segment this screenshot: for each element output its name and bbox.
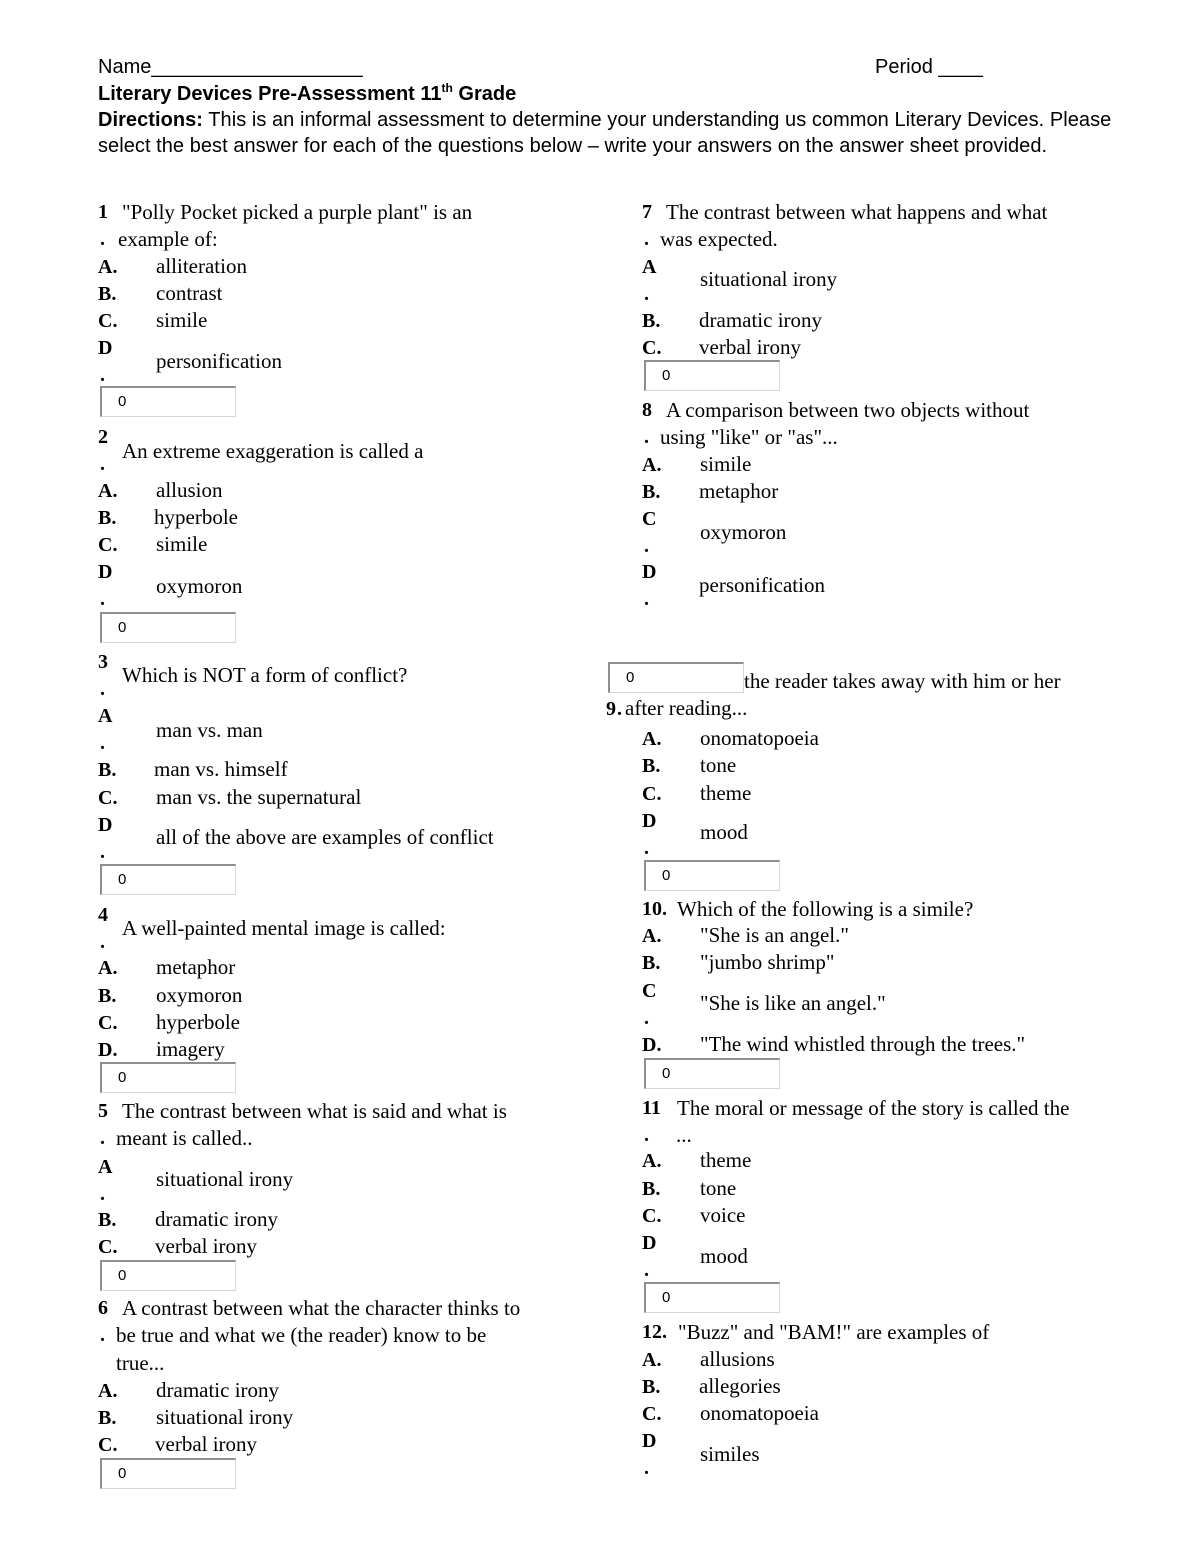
option-text: situational irony xyxy=(156,1405,294,1429)
option-letter-dot: . xyxy=(644,588,649,610)
option-letter-dot: . xyxy=(644,283,649,305)
directions xyxy=(98,107,1118,159)
answer-input[interactable]: 0 xyxy=(100,612,236,643)
question-text-line: Which is NOT a form of conflict? xyxy=(122,663,408,687)
option-letter: C. xyxy=(642,1205,662,1227)
option-letter-dot: . xyxy=(644,1007,649,1029)
title-tail: Grade xyxy=(452,83,517,105)
question-number: 1 xyxy=(98,201,108,223)
option-text: personification xyxy=(156,349,282,373)
question-text-line: the reader takes away with him or her xyxy=(744,669,1061,693)
option-text: allegories xyxy=(699,1374,781,1398)
option-text: verbal irony xyxy=(699,335,802,359)
option-letter: C. xyxy=(642,337,662,359)
option-letter: B. xyxy=(98,1209,117,1231)
question-text-line: using "like" or "as"... xyxy=(660,425,838,449)
option-letter-dot: . xyxy=(644,535,649,557)
option-text: dramatic irony xyxy=(156,1378,280,1402)
page-title xyxy=(98,83,516,106)
option-text: tone xyxy=(700,753,737,777)
option-text: dramatic irony xyxy=(699,308,823,332)
answer-input[interactable]: 0 xyxy=(644,1058,780,1089)
option-text: simile xyxy=(156,532,208,556)
option-text: allusions xyxy=(700,1347,775,1371)
title-superscript: th xyxy=(441,81,453,95)
directions-text: This is an informal assessment to determine your understanding us common Literary Devices. Please select the best answer for each of the questions below – write your answers on the answer sheet provided. xyxy=(98,109,1112,157)
option-letter: B. xyxy=(642,481,661,503)
option-text: hyperbole xyxy=(154,505,238,529)
option-text: onomatopoeia xyxy=(700,1401,819,1425)
option-letter: B. xyxy=(642,1376,661,1398)
option-text: man vs. man xyxy=(156,718,263,742)
option-text: allusion xyxy=(156,478,223,502)
option-letter: A. xyxy=(98,480,118,502)
option-letter: C xyxy=(642,980,657,1002)
question-text-line: example of: xyxy=(118,227,218,251)
option-letter: A xyxy=(642,256,657,278)
question-number: 4 xyxy=(98,904,108,926)
option-text: "She is like an angel." xyxy=(700,991,886,1015)
option-letter: B. xyxy=(642,1178,661,1200)
question-number-dot: . xyxy=(644,228,649,250)
option-text: all of the above are examples of conflict xyxy=(156,825,494,849)
option-letter-dot: . xyxy=(644,837,649,859)
directions-label: Directions: xyxy=(98,109,204,131)
option-letter: B. xyxy=(98,985,117,1007)
question-number: 7 xyxy=(642,201,652,223)
option-letter-dot: . xyxy=(100,732,105,754)
question-number-dot: . xyxy=(617,698,622,720)
question-text-line: The contrast between what happens and what xyxy=(666,200,1048,224)
answer-input[interactable]: 0 xyxy=(644,860,780,891)
option-letter: B. xyxy=(98,759,117,781)
option-letter: C. xyxy=(98,1434,118,1456)
question-number: 12. xyxy=(642,1321,667,1343)
answer-input[interactable]: 0 xyxy=(100,1260,236,1291)
question-text-line: after reading... xyxy=(625,696,748,720)
option-text: theme xyxy=(700,1148,752,1172)
option-text: simile xyxy=(156,308,208,332)
option-letter: C. xyxy=(98,534,118,556)
answer-input[interactable]: 0 xyxy=(644,360,780,391)
option-text: situational irony xyxy=(156,1167,294,1191)
option-text: theme xyxy=(700,781,752,805)
option-letter-dot: . xyxy=(100,588,105,610)
option-letter: D xyxy=(98,337,113,359)
option-letter: B. xyxy=(98,283,117,305)
answer-input[interactable]: 0 xyxy=(100,386,236,417)
option-letter: C. xyxy=(642,783,662,805)
option-letter: A. xyxy=(642,454,662,476)
option-letter: B. xyxy=(642,952,661,974)
question-number-dot: . xyxy=(100,453,105,475)
option-letter: C. xyxy=(642,1403,662,1425)
question-number: 3 xyxy=(98,651,108,673)
option-letter-dot: . xyxy=(100,841,105,863)
option-text: verbal irony xyxy=(155,1234,258,1258)
question-text-line: "Buzz" and "BAM!" are examples of xyxy=(678,1320,990,1344)
question-text-line: Which of the following is a simile? xyxy=(677,897,974,921)
option-letter: C. xyxy=(98,787,118,809)
option-text: mood xyxy=(700,820,748,844)
question-number-dot: . xyxy=(100,678,105,700)
option-text: verbal irony xyxy=(155,1432,258,1456)
question-text-line: The contrast between what is said and what is xyxy=(122,1099,507,1123)
question-text-line: A comparison between two objects without xyxy=(666,398,1030,422)
question-number-dot: . xyxy=(100,931,105,953)
option-text: situational irony xyxy=(700,267,838,291)
option-letter: A xyxy=(98,705,113,727)
option-text: personification xyxy=(699,573,825,597)
question-number: 11 xyxy=(642,1097,661,1119)
option-letter: B. xyxy=(642,755,661,777)
option-letter: C xyxy=(642,508,657,530)
option-letter: B. xyxy=(98,507,117,529)
question-number-dot: . xyxy=(100,1127,105,1149)
option-text: similes xyxy=(700,1442,760,1466)
question-text-line: be true and what we (the reader) know to be xyxy=(116,1323,487,1347)
answer-input[interactable]: 0 xyxy=(100,864,236,895)
answer-input[interactable]: 0 xyxy=(100,1458,236,1489)
option-letter: C. xyxy=(98,1236,118,1258)
option-text: man vs. the supernatural xyxy=(156,785,362,809)
answer-input[interactable]: 0 xyxy=(608,662,744,693)
question-number: 5 xyxy=(98,1100,108,1122)
period-field-label: Period ____ xyxy=(875,56,983,78)
option-text: dramatic irony xyxy=(155,1207,279,1231)
question-text-line: An extreme exaggeration is called a xyxy=(122,439,424,463)
option-text: oxymoron xyxy=(156,983,243,1007)
option-text: "jumbo shrimp" xyxy=(700,950,835,974)
option-letter: D. xyxy=(98,1039,118,1061)
option-text: "She is an angel." xyxy=(700,923,849,947)
option-letter: A. xyxy=(98,1380,118,1402)
option-letter: A xyxy=(98,1156,113,1178)
option-text: onomatopoeia xyxy=(700,726,819,750)
question-number: 8 xyxy=(642,399,652,421)
option-text: voice xyxy=(700,1203,746,1227)
option-letter: A. xyxy=(642,1150,662,1172)
question-number-dot: . xyxy=(100,228,105,250)
option-text: tone xyxy=(700,1176,737,1200)
question-number: 6 xyxy=(98,1297,108,1319)
answer-input[interactable]: 0 xyxy=(100,1062,236,1093)
question-text-line: A contrast between what the character thinks to xyxy=(122,1296,521,1320)
option-text: metaphor xyxy=(699,479,779,503)
option-text: simile xyxy=(700,452,752,476)
option-letter: D xyxy=(642,561,657,583)
option-text: man vs. himself xyxy=(154,757,288,781)
answer-input[interactable]: 0 xyxy=(644,1282,780,1313)
option-letter-dot: . xyxy=(644,1457,649,1479)
option-text: oxymoron xyxy=(700,520,787,544)
question-number-dot: . xyxy=(644,1124,649,1146)
question-text-line: "Polly Pocket picked a purple plant" is an xyxy=(122,200,473,224)
option-letter: B. xyxy=(642,310,661,332)
option-letter: D xyxy=(98,561,113,583)
question-number-dot: . xyxy=(100,1324,105,1346)
question-number: 10. xyxy=(642,898,667,920)
option-letter: C. xyxy=(98,310,118,332)
option-text: "The wind whistled through the trees." xyxy=(700,1032,1026,1056)
option-text: imagery xyxy=(156,1037,225,1061)
option-letter: A. xyxy=(642,728,662,750)
option-letter: D xyxy=(98,814,113,836)
option-text: mood xyxy=(700,1244,748,1268)
option-letter: D xyxy=(642,810,657,832)
option-letter: D xyxy=(642,1232,657,1254)
question-text-line: The moral or message of the story is called the xyxy=(677,1096,1070,1120)
option-letter-dot: . xyxy=(644,1259,649,1281)
option-letter: A. xyxy=(642,1349,662,1371)
option-text: contrast xyxy=(156,281,223,305)
option-text: alliteration xyxy=(156,254,247,278)
option-letter: A. xyxy=(98,957,118,979)
option-text: oxymoron xyxy=(156,574,243,598)
option-letter: A. xyxy=(98,256,118,278)
question-number-dot: . xyxy=(644,426,649,448)
name-field-label: Name___________________ xyxy=(98,56,363,78)
option-letter-dot: . xyxy=(100,364,105,386)
question-text-line: was expected. xyxy=(660,227,778,251)
question-text-line: ... xyxy=(676,1123,692,1147)
question-text-line: meant is called.. xyxy=(116,1126,253,1150)
question-number: 9 xyxy=(606,698,616,720)
option-letter-dot: . xyxy=(100,1183,105,1205)
question-text-line: true... xyxy=(116,1351,165,1375)
option-letter: A. xyxy=(642,925,662,947)
title-text: Literary Devices Pre-Assessment 11 xyxy=(98,83,442,105)
option-letter: C. xyxy=(98,1012,118,1034)
option-text: metaphor xyxy=(156,955,236,979)
question-number: 2 xyxy=(98,426,108,448)
question-text-line: A well-painted mental image is called: xyxy=(122,916,446,940)
option-text: hyperbole xyxy=(156,1010,240,1034)
option-letter: D. xyxy=(642,1034,662,1056)
option-letter: D xyxy=(642,1430,657,1452)
option-letter: B. xyxy=(98,1407,117,1429)
